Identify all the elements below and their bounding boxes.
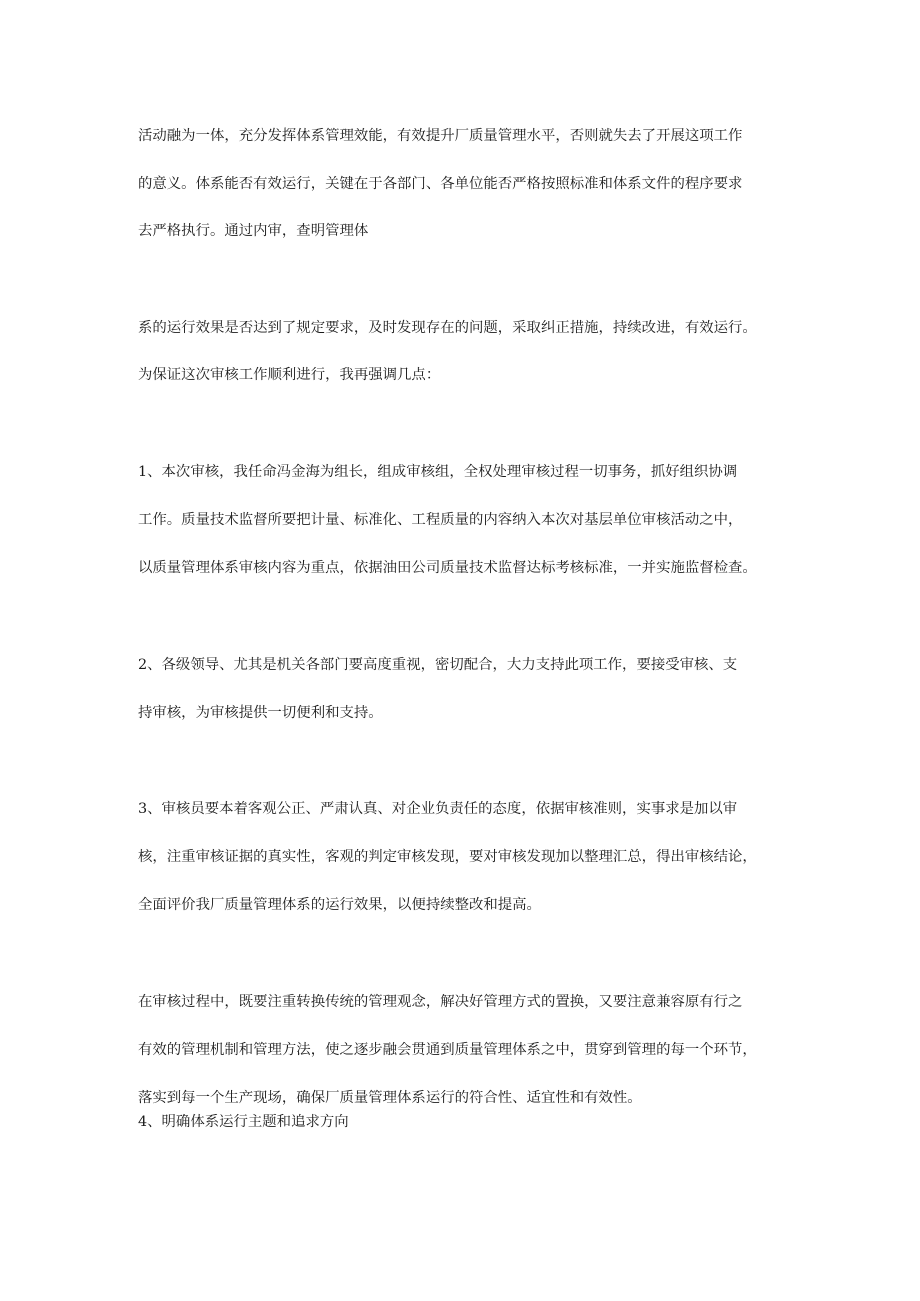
paragraph-line: 在审核过程中，既要注重转换传统的管理观念，解决好管理方式的置换，又要注意兼容原有行之	[138, 994, 743, 1010]
list-item-1-line: 工作。质量技术监督所要把计量、标准化、工程质量的内容纳入本次对基层单位审核活动之中，	[138, 512, 743, 528]
paragraph-line: 系的运行效果是否达到了规定要求，及时发现存在的问题，采取纠正措施，持续改进，有效运行。	[138, 320, 757, 336]
list-item-2-line: 持审核，为审核提供一切便利和支持。	[138, 705, 383, 721]
list-item-2-line: 2、各级领导、尤其是机关各部门要高度重视，密切配合，大力支持此项工作，要接受审核、支	[138, 657, 738, 673]
paragraph-line: 落实到每一个生产现场，确保厂质量管理体系运行的符合性、适宜性和有效性。	[138, 1090, 642, 1106]
list-item-1-line: 1、本次审核，我任命冯金海为组长，组成审核组，全权处理审核过程一切事务，抓好组织协调	[138, 464, 738, 480]
paragraph-line: 去严格执行。通过内审，查明管理体	[138, 223, 369, 239]
list-item-3-line: 全面评价我厂质量管理体系的运行效果，以便持续整改和提高。	[138, 897, 541, 913]
list-item-4-heading: 4、明确体系运行主题和追求方向	[138, 1114, 349, 1130]
list-item-3-line: 核，注重审核证据的真实性，客观的判定审核发现，要对审核发现加以整理汇总，得出审核结论，	[138, 849, 757, 865]
paragraph-line: 活动融为一体，充分发挥体系管理效能，有效提升厂质量管理水平，否则就失去了开展这项工作	[138, 128, 743, 144]
paragraph-line: 的意义。体系能否有效运行，关键在于各部门、各单位能否严格按照标准和体系文件的程序要求	[138, 176, 743, 192]
paragraph-line: 为保证这次审核工作顺利进行，我再强调几点：	[138, 367, 441, 383]
list-item-3-line: 3、审核员要本着客观公正、严肃认真、对企业负责任的态度，依据审核准则，实事求是加以审	[138, 801, 738, 817]
paragraph-line: 有效的管理机制和管理方法，使之逐步融会贯通到质量管理体系之中，贯穿到管理的每一个环节，	[138, 1042, 757, 1058]
list-item-1-line: 以质量管理体系审核内容为重点，依据油田公司质量技术监督达标考核标准，一并实施监督检查。	[138, 560, 757, 576]
